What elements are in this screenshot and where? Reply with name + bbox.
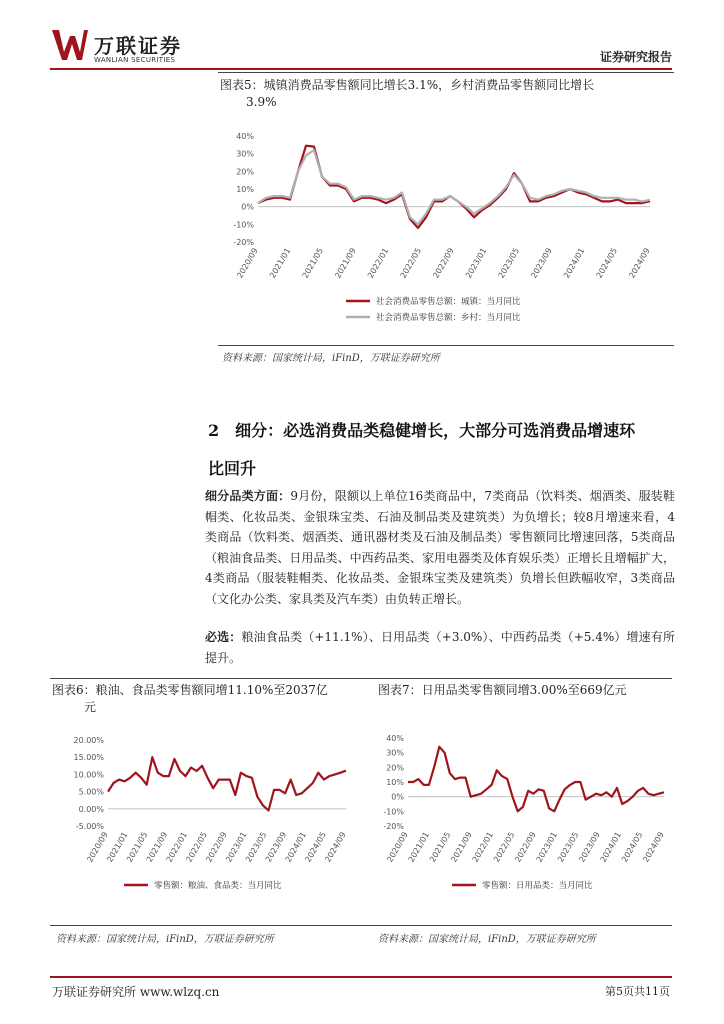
figure6-x-tick-label: 2024/09 [323,830,348,864]
figure5-title-line1: 图表5：城镇消费品零售额同比增长3.1%，乡村消费品零售额同比增长 [220,78,595,92]
figure5-source: 资料来源：国家统计局，iFinD，万联证券研究所 [222,353,440,364]
figure6-y-tick-label: 20.00% [73,736,104,745]
paragraph-essentials [205,627,675,668]
figure5-x-tick-label: 2024/05 [594,246,620,280]
figure5-x-tick-label: 2022/01 [365,246,391,280]
footer-divider [50,976,672,978]
figure5-y-tick-label: -10% [233,220,254,230]
section-number: 2 [208,421,220,440]
figure6-title-line2: 元 [84,700,97,714]
figure7-y-tick-label: 10% [386,778,404,787]
logo-chinese-name: 万联证券 [94,34,182,58]
figure7-y-tick-label: -20% [383,822,404,831]
section-heading [208,413,678,487]
figure5-y-tick-label: 0% [241,202,254,212]
figure6-chart [50,726,360,898]
figure5-y-tick-label: 10% [236,185,254,194]
paragraph-categories-text: 9月份，限额以上单位16类商品中，7类商品（饮料类、烟酒类、服装鞋帽类、化妆品类、金银珠宝类、石油及制品类及建筑类）为负增长；较8月增速来看，4类商品（饮料类、烟酒类、通讯器材类及石油及制品类）零售额同比增速回落，5类商品（粮油食品类、日用品类、中西药品类、家用电器类及体育娱乐类）正增长且增幅扩大，4类商品（服装鞋帽类、化妆品类、金银珠宝类及建筑类）负增长但跌幅收窄，3类商品（文化办公类、家具类及汽车类）由负转正增长。 [205,489,675,606]
figure5-top-rule [218,72,674,73]
figure5-x-tick-label: 2024/09 [627,246,652,280]
figure7-x-tick-label: 2021/09 [449,830,474,864]
section-title-line2: 比回升 [208,459,257,478]
figure6-x-tick-label: 2021/01 [105,830,130,864]
figure5-y-tick-label: -20% [233,238,254,247]
figure6-x-tick-label: 2024/05 [303,830,328,864]
paragraph-categories-lead: 细分品类方面： [205,489,291,503]
figure7-x-tick-label: 2020/09 [385,830,410,864]
figure6-x-tick-label: 2023/09 [263,830,289,864]
figures-top-rule [50,678,672,679]
figure5-y-tick-label: 30% [236,149,254,159]
figure7-y-tick-label: 20% [386,763,404,773]
figure5-bottom-rule [218,345,674,346]
figure6-legend-label-1: 零售额：粮油、食品类：当月同比 [154,881,282,891]
figure7-x-tick-label: 2022/05 [491,830,517,864]
figure5-chart [218,122,674,340]
logo-mark-icon [52,28,88,62]
figure5-x-tick-label: 2023/09 [529,246,554,280]
figure5-title-line2: 3.9% [246,95,277,109]
figure7-x-tick-label: 2023/01 [534,830,560,864]
figure6-y-tick-label: 0.00% [78,804,104,814]
paragraph-essentials-text: 粮油食品类（+11.1%）、日用品类（+3.0%）、中西药品类（+5.4%）增速有所提升。 [205,630,675,665]
figure5-title [220,77,670,111]
figure7-x-tick-label: 2023/05 [555,830,581,864]
figure5-x-tick-label: 2021/09 [333,246,358,280]
figure6-x-tick-label: 2024/01 [283,830,309,864]
figure5-x-tick-label: 2020/09 [235,246,260,280]
paragraph-categories [205,486,675,609]
figure7-x-tick-label: 2022/01 [470,830,496,864]
figure5-x-tick-label: 2022/09 [431,246,456,280]
figure5-x-tick-label: 2024/01 [561,246,587,280]
figure6-x-tick-label: 2022/01 [164,830,190,864]
figure7-x-tick-label: 2021/01 [406,830,432,864]
figure6-series-line-1 [108,757,346,810]
figure7-y-tick-label: 0% [391,792,404,802]
figure6-x-tick-label: 2021/09 [144,830,170,864]
figure6-x-tick-label: 2021/05 [124,830,150,864]
figure5-x-tick-label: 2023/01 [463,246,489,280]
section-title-line1: 细分：必选消费品类稳健增长，大部分可选消费品增速环 [235,421,636,440]
figure7-x-tick-label: 2024/05 [619,830,645,864]
figure7-legend-label-1: 零售额：日用品类：当月同比 [482,881,593,891]
figure6-x-tick-label: 2020/09 [85,830,110,864]
figure6-title-line1: 图表6：粮油、食品类零售额同增11.10%至2037亿 [52,683,328,697]
logo-english-name: WANLIAN SECURITIES [94,56,176,64]
figure7-y-tick-label: 40% [386,734,404,743]
figure7-x-tick-label: 2024/09 [641,830,666,864]
figure7-y-tick-label: 30% [386,748,404,758]
figure5-x-tick-label: 2021/01 [267,246,293,280]
figure6-y-tick-label: 10.00% [73,770,104,780]
figure7-series-line-1 [408,747,664,812]
figure7-x-tick-label: 2022/09 [513,830,538,864]
figure5-y-tick-label: 20% [236,167,254,177]
figure6-x-tick-label: 2022/09 [204,830,229,864]
footer-page-number: 第5页共11页 [605,985,670,998]
company-logo [52,28,202,68]
figure7-x-tick-label: 2021/05 [427,830,453,864]
figure6-y-tick-label: 15.00% [73,753,104,763]
figure7-x-tick-label: 2024/01 [598,830,624,864]
figure6-source: 资料来源：国家统计局，iFinD，万联证券研究所 [56,934,274,945]
figure7-y-tick-label: -10% [383,807,404,817]
figure5-legend-label-1: 社会消费品零售总额：城镇：当月同比 [376,297,521,307]
figure6-y-tick-label: 5.00% [78,787,104,797]
figure6-x-tick-label: 2023/01 [224,830,249,864]
figures-bottom-rule [50,925,672,926]
footer-institute: 万联证券研究所 www.wlzq.cn [52,985,220,999]
figure7-title: 图表7：日用品类零售额同增3.00%至669亿元 [378,683,627,697]
figure5-x-tick-label: 2022/05 [398,246,424,280]
figure7-chart [372,726,674,898]
figure6-x-tick-label: 2022/05 [184,830,209,864]
figure5-x-tick-label: 2021/05 [300,246,326,280]
figure7-x-tick-label: 2023/09 [577,830,602,864]
paragraph-essentials-lead: 必选： [205,630,242,644]
figure5-legend-label-2: 社会消费品零售总额：乡村：当月同比 [376,313,521,323]
figure6-title [52,682,352,716]
figure6-y-tick-label: -5.00% [75,822,104,831]
figure5-x-tick-label: 2023/05 [496,246,522,280]
report-type-label: 证券研究报告 [599,50,672,64]
figure5-series-line-2 [258,150,650,224]
header-divider [50,68,672,70]
figure6-x-tick-label: 2023/05 [243,830,269,864]
figure5-y-tick-label: 40% [236,132,254,141]
figure7-source: 资料来源：国家统计局，iFinD，万联证券研究所 [378,934,596,945]
